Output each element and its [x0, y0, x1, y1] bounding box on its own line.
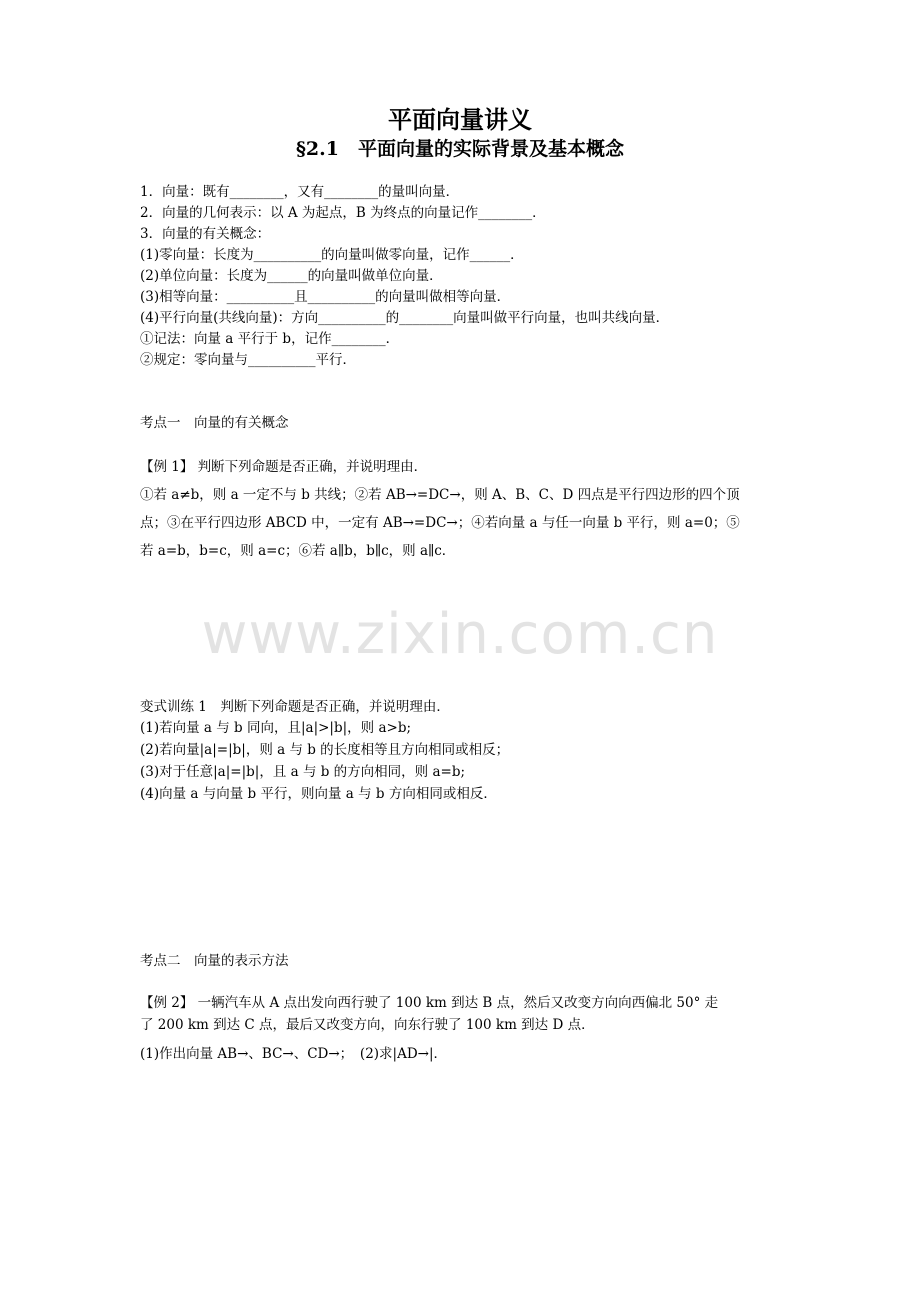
exercise-1-line: 变式训练 1 判断下列命题是否正确，并说明理由．	[140, 699, 450, 715]
basics-line-9: ②规定：零向量与__________平行．	[140, 352, 356, 368]
exercise-1-line: (3)对于任意|a|=|b|，且 a 与 b 的方向相同，则 a=b;	[140, 764, 466, 780]
basics-line-3: 3．向量的有关概念：	[140, 226, 271, 242]
basics-line-8: ①记法：向量 a 平行于 b，记作________．	[140, 331, 400, 347]
basics-line-2: 2．向量的几何表示：以 A 为起点，B 为终点的向量记作________．	[140, 205, 546, 221]
example-2-line: (1)作出向量 AB→、BC→、CD→； (2)求|AD→|．	[140, 1046, 448, 1062]
watermark: www.zixin.com.cn	[201, 602, 719, 667]
section-subtitle: §2.1 平面向量的实际背景及基本概念	[296, 138, 624, 160]
section-heading-1: 考点一 向量的有关概念	[140, 415, 289, 431]
exercise-1-line: (2)若向量|a|=|b|，则 a 与 b 的长度相等且方向相同或相反；	[140, 742, 510, 758]
exercise-1-line: (4)向量 a 与向量 b 平行，则向量 a 与 b 方向相同或相反．	[140, 786, 497, 802]
basics-line-4: (1)零向量：长度为__________的向量叫做零向量，记作______．	[140, 247, 524, 263]
example-2-line: 【例 2】 一辆汽车从 A 点出发向西行驶了 100 km 到达 B 点，然后又改变方向向西偏北 50° 走	[140, 995, 719, 1011]
example-2-line: 了 200 km 到达 C 点，最后又改变方向，向东行驶了 100 km 到达 D 点．	[140, 1017, 595, 1033]
example-1-line: 点；③在平行四边形 ABCD 中，一定有 AB→=DC→；④若向量 a 与任一向量 b 平行，则 a=0；⑤	[140, 515, 740, 531]
basics-line-5: (2)单位向量：长度为______的向量叫做单位向量．	[140, 268, 443, 284]
basics-line-6: (3)相等向量：__________且__________的向量叫做相等向量．	[140, 289, 511, 305]
basics-line-1: 1．向量：既有________，又有________的量叫向量．	[140, 184, 460, 200]
basics-line-7: (4)平行向量(共线向量)：方向__________的________向量叫做平行向量，也叫共线向量．	[140, 310, 670, 326]
section-heading-2: 考点二 向量的表示方法	[140, 953, 289, 969]
exercise-1-line: (1)若向量 a 与 b 同向，且|a|>|b|，则 a>b;	[140, 720, 412, 736]
example-1-line: 若 a=b，b=c，则 a=c；⑥若 a∥b，b∥c，则 a∥c．	[140, 543, 456, 559]
example-1-line: ①若 a≠b，则 a 一定不与 b 共线；②若 AB→=DC→，则 A、B、C、D 四点是平行四边形的四个顶	[140, 487, 740, 503]
example-1	[140, 453, 788, 565]
document-title: 平面向量讲义	[388, 105, 532, 134]
example-1-line: 【例 1】 判断下列命题是否正确，并说明理由．	[140, 459, 428, 475]
